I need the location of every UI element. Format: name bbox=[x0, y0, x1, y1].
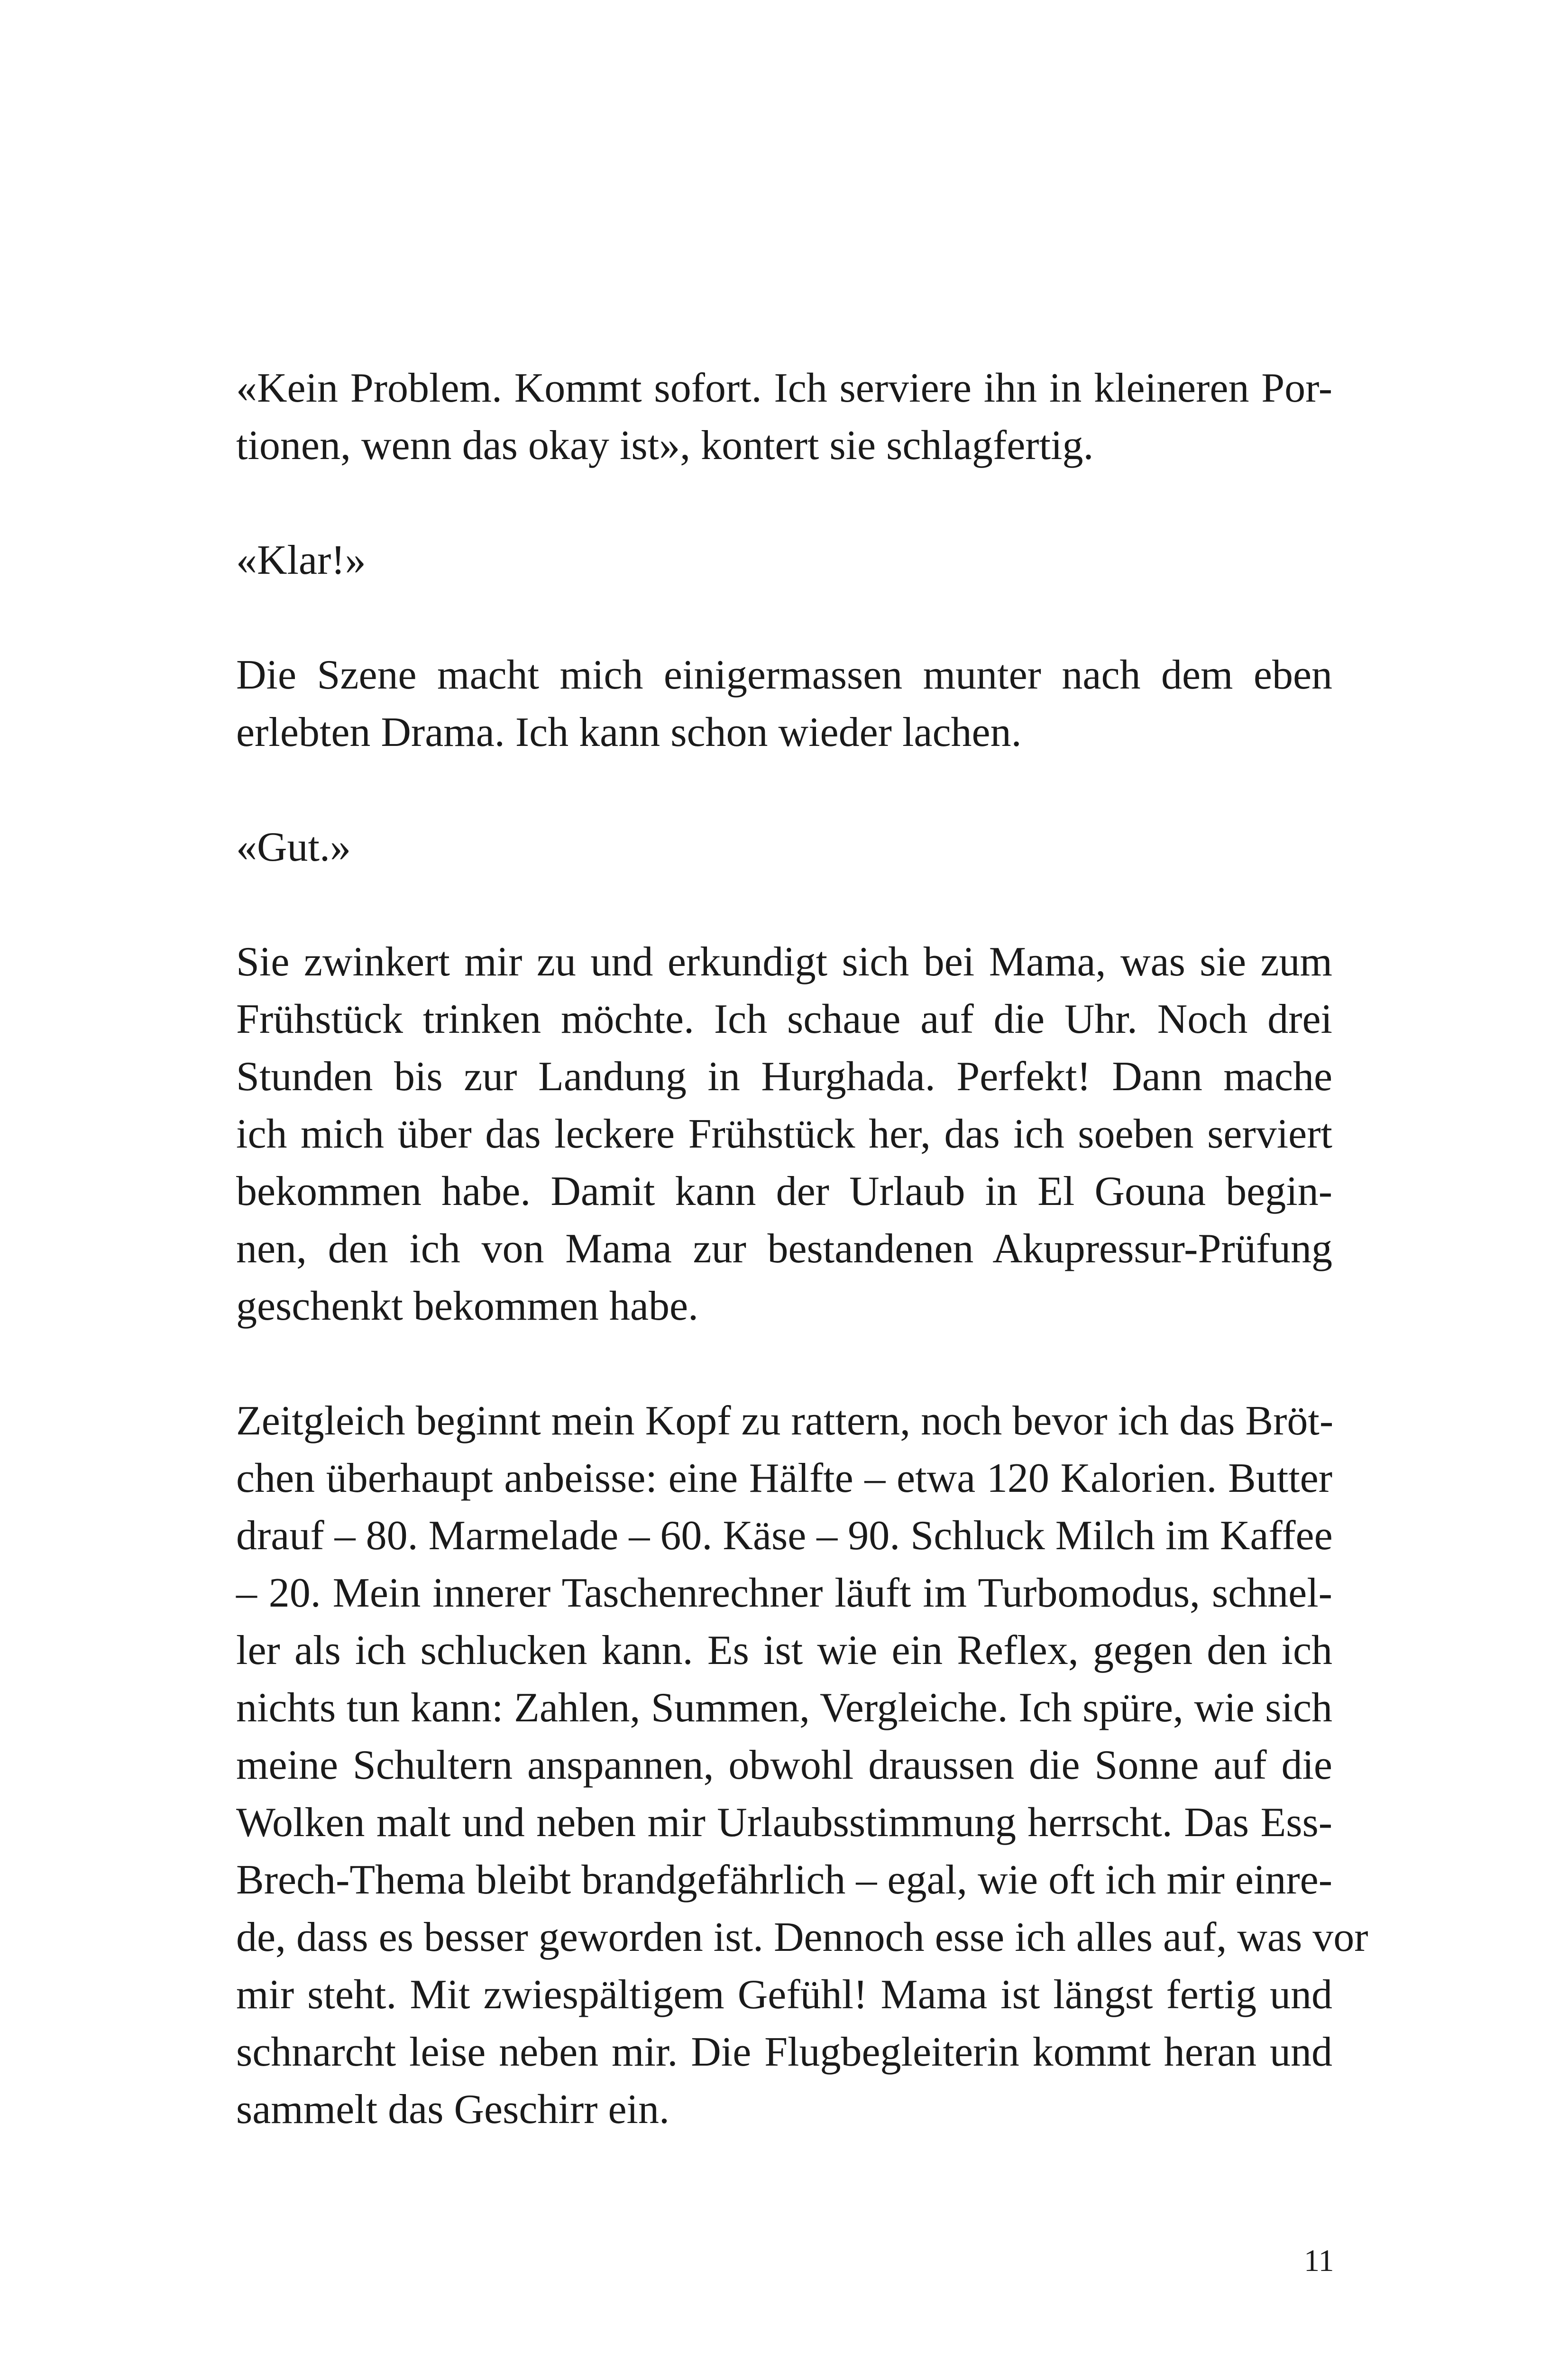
text-line: sammelt das Geschirr ein. bbox=[236, 2086, 669, 2132]
text-line: tionen, wenn das okay ist», kontert sie schlagfertig. bbox=[236, 423, 1094, 469]
text-line: Frühstück trinken möchte. Ich schaue auf die Uhr. Noch drei bbox=[236, 996, 1332, 1042]
text-line: schnarcht leise neben mir. Die Flugbegleiterin kommt heran und bbox=[236, 2029, 1332, 2075]
text-line: meine Schultern anspannen, obwohl draussen die Sonne auf die bbox=[236, 1742, 1332, 1788]
text-line: nichts tun kann: Zahlen, Summen, Vergleiche. Ich spüre, wie sich bbox=[236, 1685, 1332, 1731]
text-line: drauf – 80. Marmelade – 60. Käse – 90. Schluck Milch im Kaffee bbox=[236, 1513, 1333, 1559]
paragraph bbox=[236, 359, 1332, 474]
text-line: ich mich über das leckere Frühstück her, das ich soeben serviert bbox=[236, 1111, 1332, 1157]
text-line: bekommen habe. Damit kann der Urlaub in El Gouna begin- bbox=[236, 1168, 1332, 1214]
text-line: ler als ich schlucken kann. Es ist wie ein Reflex, gegen den ich bbox=[236, 1627, 1332, 1673]
text-line: – 20. Mein innerer Taschenrechner läuft im Turbomodus, schnel- bbox=[236, 1570, 1332, 1616]
page-number: 11 bbox=[1304, 2243, 1334, 2278]
paragraph bbox=[236, 532, 1332, 589]
text-line: de, dass es besser geworden ist. Dennoch esse ich alles auf, was vor bbox=[236, 1914, 1368, 1960]
text-line: geschenkt bekommen habe. bbox=[236, 1283, 699, 1329]
text-line: «Klar!» bbox=[236, 537, 366, 583]
text-line: Wolken malt und neben mir Urlaubsstimmung herrscht. Das Ess- bbox=[236, 1800, 1332, 1846]
text-line: Zeitgleich beginnt mein Kopf zu rattern, noch bevor ich das Bröt- bbox=[236, 1398, 1334, 1444]
text-line: «Kein Problem. Kommt sofort. Ich serviere ihn in kleineren Por- bbox=[236, 365, 1332, 411]
text-line: Brech-Thema bleibt brandgefährlich – egal, wie oft ich mir einre- bbox=[236, 1857, 1332, 1903]
text-line: chen überhaupt anbeisse: eine Hälfte – etwa 120 Kalorien. Butter bbox=[236, 1455, 1332, 1501]
paragraph bbox=[236, 933, 1332, 1335]
text-line: Die Szene macht mich einigermassen munter nach dem eben bbox=[236, 652, 1332, 698]
text-line: erlebten Drama. Ich kann schon wieder lachen. bbox=[236, 709, 1022, 755]
text-line: Sie zwinkert mir zu und erkundigt sich bei Mama, was sie zum bbox=[236, 939, 1332, 985]
text-line: mir steht. Mit zwiespältigem Gefühl! Mama ist längst fertig und bbox=[236, 1972, 1332, 2018]
paragraph bbox=[236, 1392, 1368, 2138]
text-line: nen, den ich von Mama zur bestandenen Akupressur-Prüfung bbox=[236, 1226, 1332, 1272]
text-line: Stunden bis zur Landung in Hurghada. Perfekt! Dann mache bbox=[236, 1054, 1332, 1100]
text-line: «Gut.» bbox=[236, 824, 351, 870]
body-text bbox=[236, 359, 1368, 2196]
paragraph bbox=[236, 818, 1332, 876]
paragraph bbox=[236, 646, 1332, 761]
